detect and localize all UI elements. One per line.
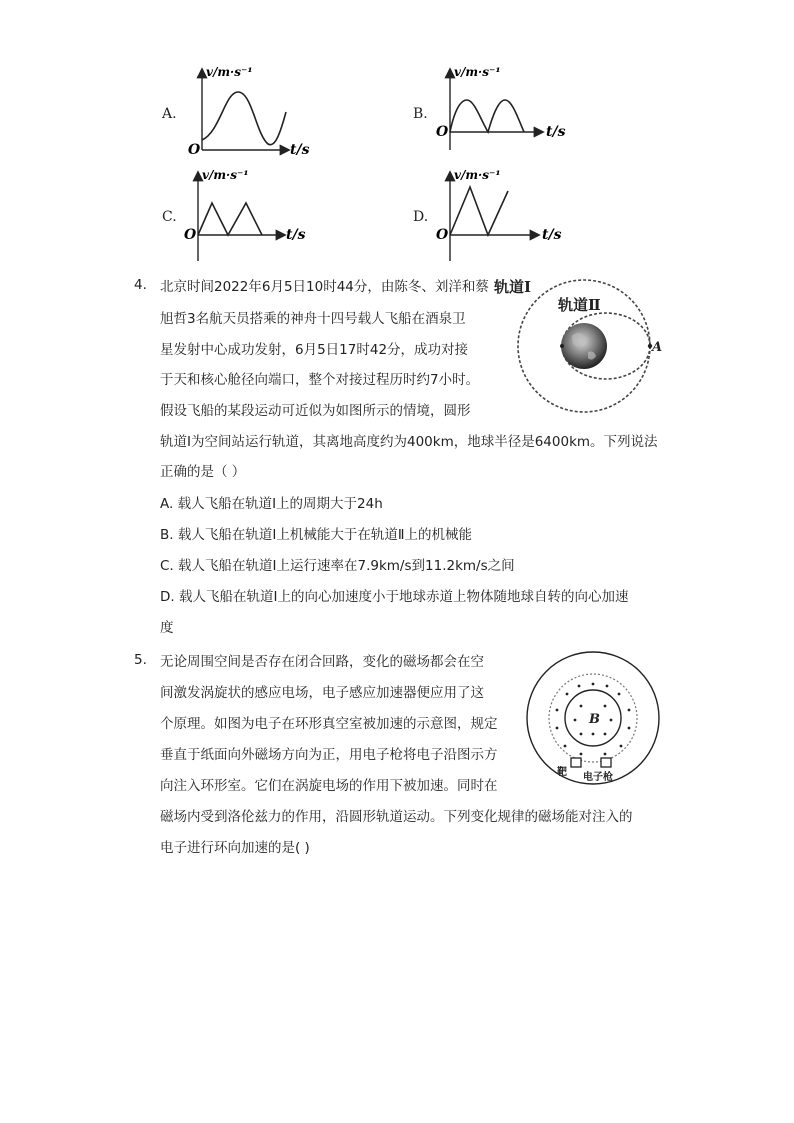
electron-gun-box	[601, 758, 611, 767]
question-text-line: 磁场内受到洛伦兹力的作用，沿圆形轨道运动。下列变化规律的磁场能对注入的	[160, 809, 633, 825]
question-text-line: 间激发涡旋状的感应电场，电子感应加速器便应用了这	[160, 685, 484, 701]
curve	[450, 100, 524, 132]
accelerator-figure	[525, 650, 663, 786]
question-text-line: 星发射中心成功发射，6月5日17时42分，成功对接	[160, 342, 469, 358]
question-text-line: 无论周围空间是否存在闭合回路，变化的磁场都会在空	[160, 654, 484, 670]
electron-gun-label: 电子枪	[583, 772, 613, 783]
option-a-graph	[180, 62, 320, 162]
option-d-label: D.	[413, 209, 429, 225]
question-text-line: 北京时间2022年6月5日10时44分，由陈冬、刘洋和蔡	[160, 279, 489, 295]
origin-label: O	[436, 124, 449, 140]
y-axis-label: v/m·s⁻¹	[206, 65, 253, 79]
origin-label: O	[436, 227, 449, 243]
y-axis-label: v/m·s⁻¹	[454, 168, 501, 182]
orbit-1-label: 轨道Ⅰ	[494, 278, 532, 296]
option-a-label: A.	[162, 106, 177, 122]
option-b-graph	[432, 62, 572, 162]
choice-b[interactable]: B. 载人飞船在轨道Ⅰ上机械能大于在轨道Ⅱ上的机械能	[160, 527, 472, 543]
origin-label: O	[184, 227, 197, 243]
point-a-label: A	[652, 340, 663, 355]
x-axis-label: t/s	[542, 227, 562, 243]
choice-d[interactable]: D. 载人飞船在轨道Ⅰ上的向心加速度小于地球赤道上物体随地球自转的向心加速	[160, 589, 629, 605]
choice-c[interactable]: C. 载人飞船在轨道Ⅰ上运行速率在7.9km/s到11.2km/s之间	[160, 558, 515, 574]
option-b-label: B.	[413, 106, 428, 122]
question-text-line: 旭哲3名航天员搭乘的神舟十四号载人飞船在酒泉卫	[160, 311, 466, 327]
question-text-line: 轨道Ⅰ为空间站运行轨道，其离地高度约为400km，地球半径是6400km。下列说法	[160, 434, 658, 450]
orbit-point	[560, 344, 564, 348]
option-c-graph	[180, 165, 320, 265]
choice-a[interactable]: A. 载人飞船在轨道Ⅰ上的周期大于24h	[160, 496, 383, 512]
target-box	[571, 758, 581, 767]
x-axis-label: t/s	[546, 124, 566, 140]
option-d-graph	[432, 165, 572, 265]
x-axis-label: t/s	[290, 142, 310, 158]
y-axis-label: v/m·s⁻¹	[202, 168, 249, 182]
choice-d-continued: 度	[160, 620, 174, 636]
curve	[198, 203, 262, 235]
earth-icon	[561, 323, 607, 369]
x-axis-label: t/s	[286, 227, 306, 243]
y-axis-label: v/m·s⁻¹	[454, 65, 501, 79]
option-c-label: C.	[162, 209, 177, 225]
origin-label: O	[188, 142, 201, 158]
question-text-line: 个原理。如图为电子在环形真空室被加速的示意图，规定	[160, 716, 498, 732]
question-text-line: 正确的是（ ）	[160, 464, 246, 480]
question-text-line: 垂直于纸面向外磁场方向为正，用电子枪将电子沿图示方	[160, 747, 498, 763]
curve	[202, 92, 286, 145]
orbit-2-label: 轨道Ⅱ	[558, 296, 601, 314]
orbit-figure	[492, 274, 668, 416]
curve	[450, 187, 508, 235]
target-label: 靶	[557, 767, 567, 778]
question-text-line: 向注入环形室。它们在涡旋电场的作用下被加速。同时在	[160, 778, 498, 794]
question-number: 4.	[134, 277, 147, 293]
field-label: B	[589, 712, 600, 727]
question-text-line: 假设飞船的某段运动可近似为如图所示的情境，圆形	[160, 403, 471, 419]
question-text-line: 电子进行环向加速的是( )	[160, 840, 310, 856]
question-text-line: 于天和核心舱径向端口，整个对接过程历时约7小时。	[160, 372, 480, 388]
question-number: 5.	[134, 652, 147, 668]
